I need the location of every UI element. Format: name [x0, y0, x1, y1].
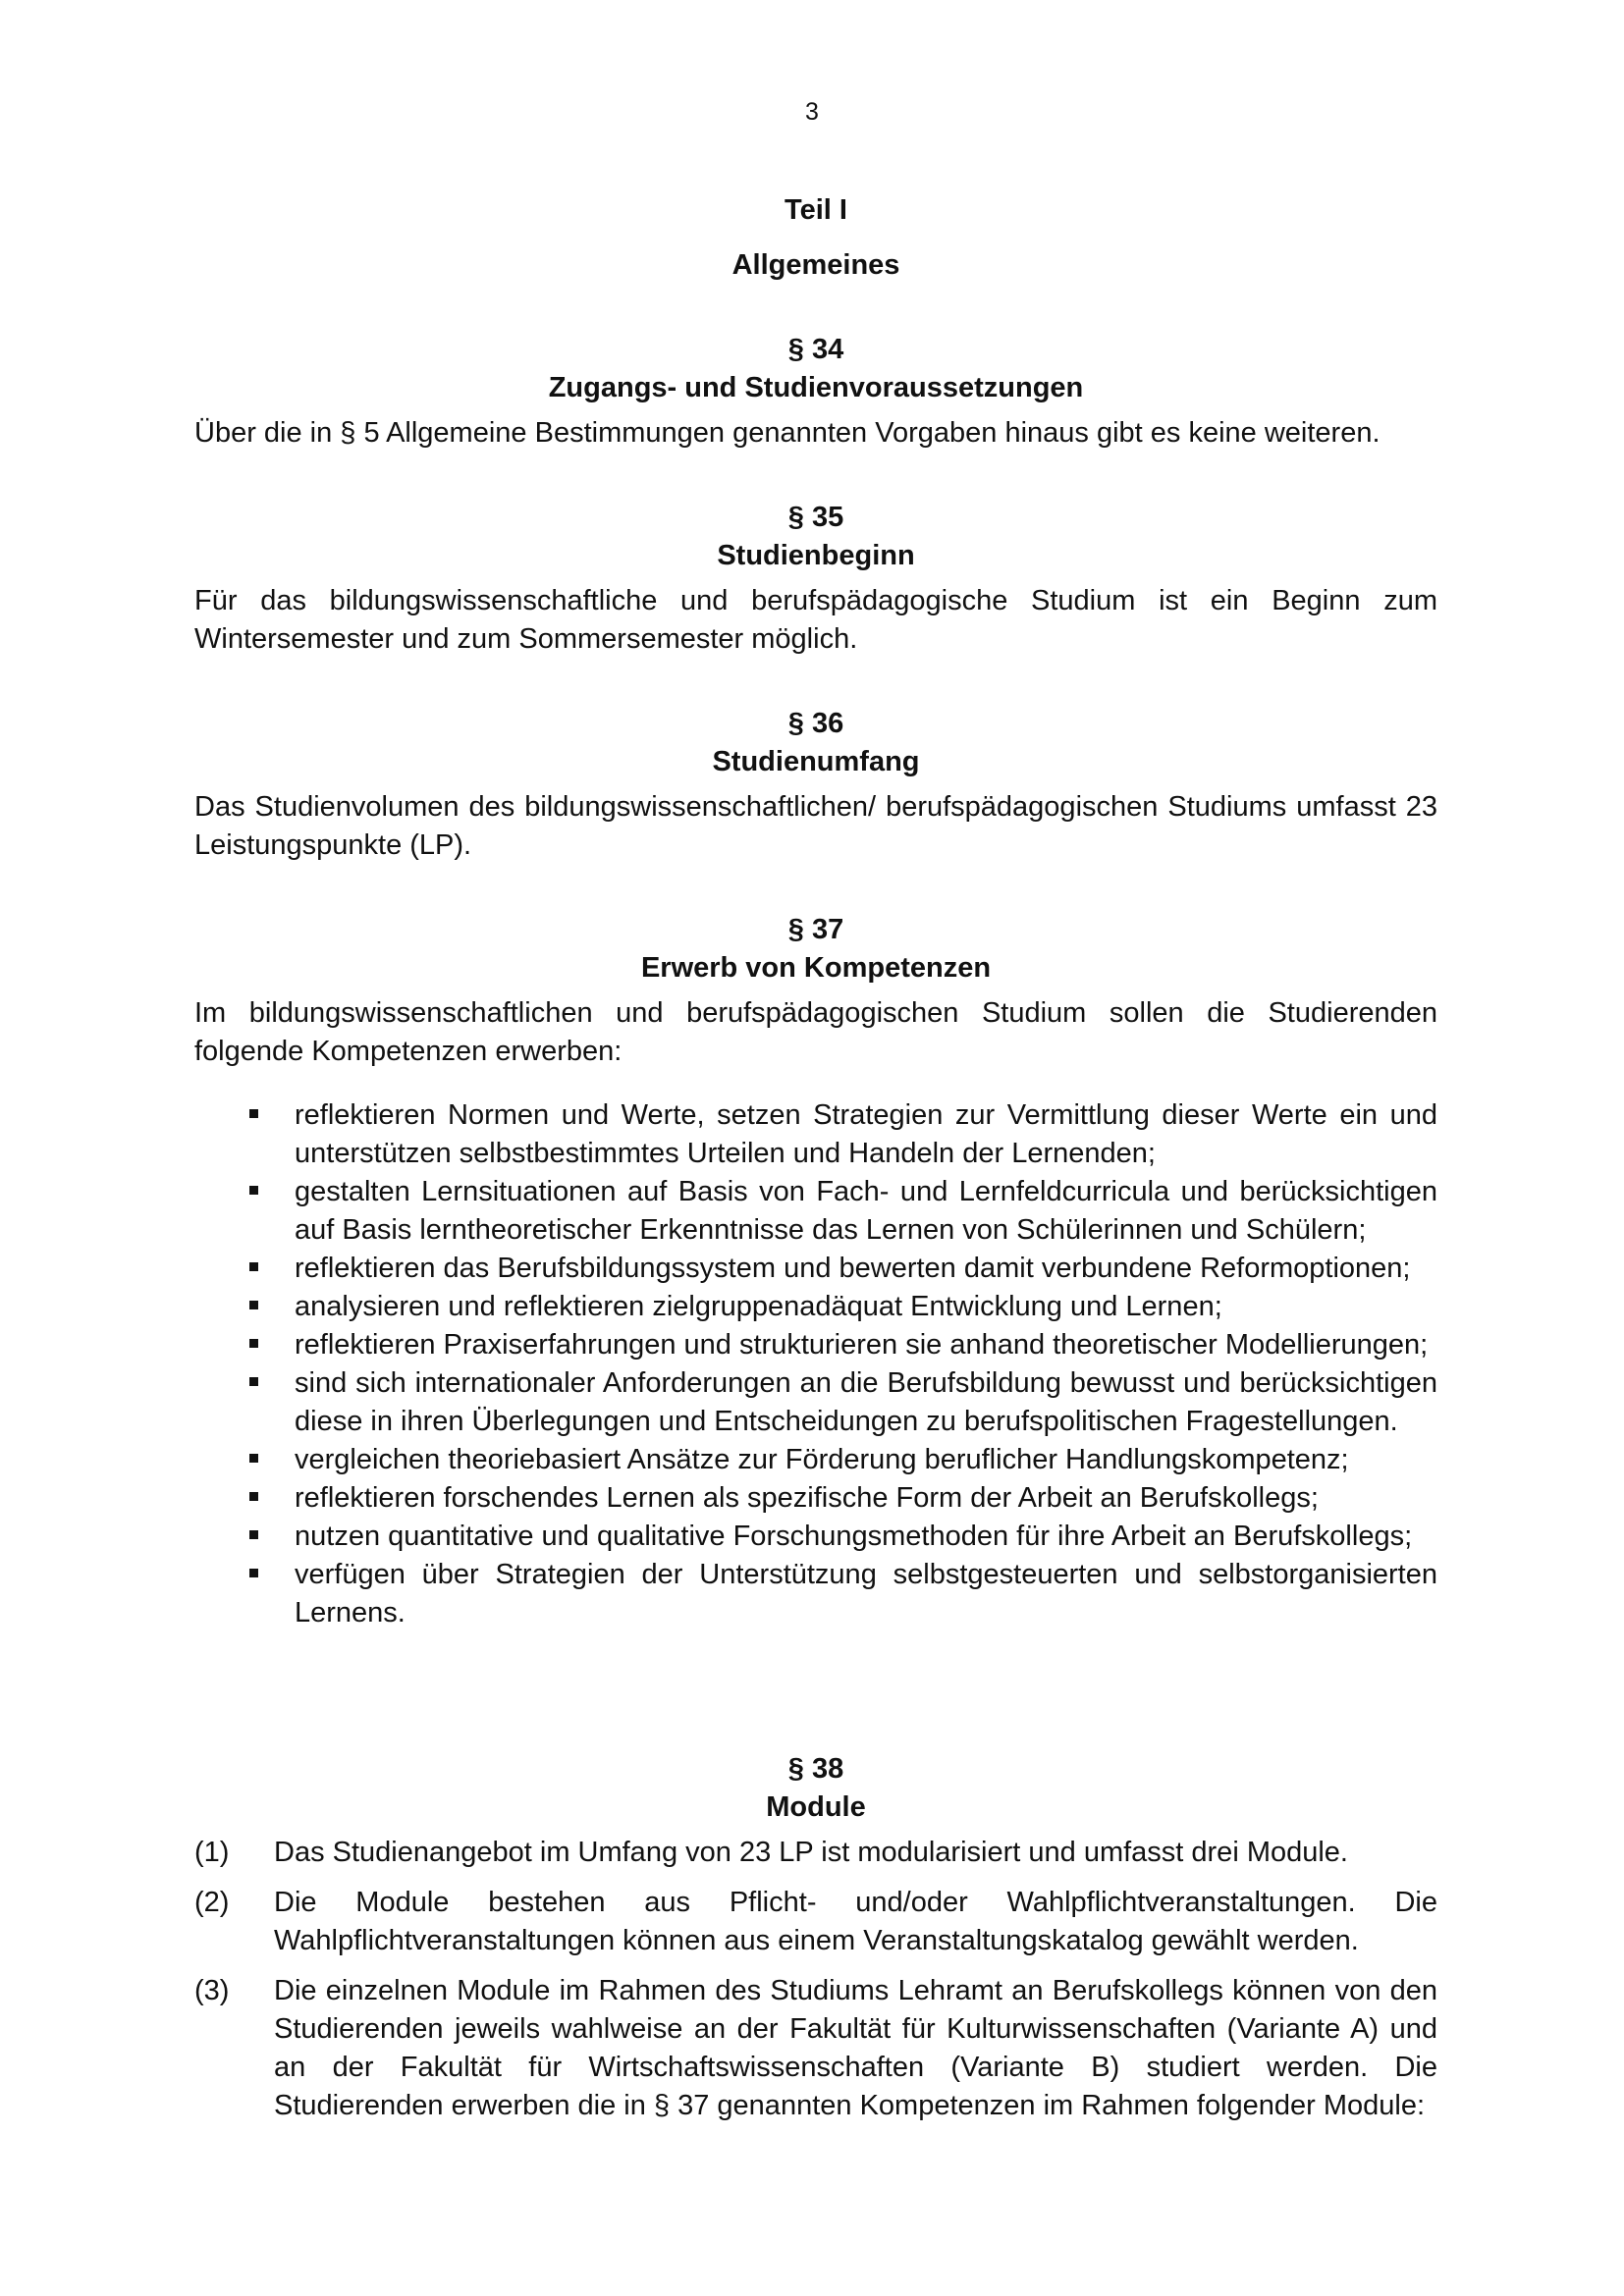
- part-label: Teil I: [785, 194, 847, 226]
- list-item: [194, 1326, 1437, 1364]
- list-item-text: gestalten Lernsituationen auf Basis von Fach- und Lernfeldcurricula und berücksichtigen auf Basis lerntheoretischer Erkenntnisse das Lernen von Schülerinnen und Schülern;: [295, 1176, 1437, 1246]
- list-item-text: reflektieren forschendes Lernen als spezifische Form der Arbeit an Berufskollegs;: [295, 1482, 1319, 1514]
- paragraph-number: (3): [194, 1975, 230, 2006]
- section-38: [194, 1750, 1437, 2125]
- numbered-paragraph: [194, 1834, 1437, 1872]
- square-bullet-icon: [249, 1454, 258, 1463]
- paragraph-number: (2): [194, 1887, 230, 1918]
- competence-list: [194, 1096, 1437, 1632]
- section-number: § 34: [787, 334, 844, 365]
- list-item-text: reflektieren Praxiserfahrungen und strukturieren sie anhand theoretischer Modellierungen;: [295, 1329, 1429, 1361]
- square-bullet-icon: [249, 1262, 258, 1271]
- list-item-text: nutzen quantitative und qualitative Forschungsmethoden für ihre Arbeit an Berufskollegs;: [295, 1521, 1413, 1552]
- section-title: Module: [766, 1791, 866, 1823]
- section-text: Das Studienvolumen des bildungswissenschaftlichen/ berufspädagogischen Studiums umfasst 23 Leistungspunkte (LP).: [194, 791, 1437, 861]
- list-item-text: sind sich internationaler Anforderungen an die Berufsbildung bewusst und berücksichtigen diese in ihren Überlegungen und Entscheidungen zu berufspolitischen Fragestellungen.: [295, 1367, 1437, 1437]
- section-36: [194, 705, 1437, 865]
- section-title: Zugangs- und Studienvoraussetzungen: [548, 372, 1084, 403]
- document-body: [194, 191, 1437, 2125]
- list-item: [194, 1250, 1437, 1288]
- section-text: Für das bildungswissenschaftliche und berufspädagogische Studium ist ein Beginn zum Wintersemester und zum Sommersemester möglich.: [194, 585, 1437, 655]
- square-bullet-icon: [249, 1339, 258, 1348]
- list-item: [194, 1556, 1437, 1632]
- paragraph-text: Das Studienangebot im Umfang von 23 LP ist modularisiert und umfasst drei Module.: [274, 1837, 1348, 1868]
- list-item-text: reflektieren Normen und Werte, setzen Strategien zur Vermittlung dieser Werte ein und unterstützen selbstbestimmtes Urteilen und Handeln der Lernenden;: [295, 1099, 1437, 1169]
- numbered-paragraph: [194, 1884, 1437, 1960]
- square-bullet-icon: [249, 1301, 258, 1309]
- list-item-text: vergleichen theoriebasiert Ansätze zur Förderung beruflicher Handlungskompetenz;: [295, 1444, 1349, 1475]
- list-item: [194, 1173, 1437, 1250]
- list-item: [194, 1364, 1437, 1441]
- square-bullet-icon: [249, 1377, 258, 1386]
- paragraph-text: Die Module bestehen aus Pflicht- und/oder Wahlpflichtveranstaltungen. Die Wahlpflichtveranstaltungen können aus einem Veranstaltungskatalog gewählt werden.: [274, 1887, 1437, 1956]
- list-item: [194, 1288, 1437, 1326]
- paragraph-text: Die einzelnen Module im Rahmen des Studiums Lehramt an Berufskollegs können von den Studierenden jeweils wahlweise an der Fakultät für Kulturwissenschaften (Variante A) und an der Fakultät für Wirtschaftswissenschaften (Variante B) studiert werden. Die Studierenden erwerben die in § 37 genannten Kompetenzen im Rahmen folgender Module:: [274, 1975, 1437, 2121]
- section-text: Über die in § 5 Allgemeine Bestimmungen genannten Vorgaben hinaus gibt es keine weiteren.: [194, 417, 1380, 449]
- section-37: [194, 911, 1437, 1632]
- list-item: [194, 1096, 1437, 1173]
- square-bullet-icon: [249, 1186, 258, 1195]
- square-bullet-icon: [249, 1569, 258, 1577]
- list-item: [194, 1441, 1437, 1479]
- list-item-text: verfügen über Strategien der Unterstützung selbstgesteuerten und selbstorganisierten Lernens.: [295, 1559, 1437, 1629]
- part-title: Allgemeines: [731, 249, 900, 281]
- section-34: [194, 331, 1437, 453]
- section-number: § 36: [787, 708, 844, 739]
- list-item: [194, 1518, 1437, 1556]
- square-bullet-icon: [249, 1109, 258, 1118]
- section-title: Erwerb von Kompetenzen: [640, 952, 992, 984]
- section-title: Studienumfang: [712, 746, 920, 777]
- section-text: Im bildungswissenschaftlichen und berufspädagogischen Studium sollen die Studierenden folgende Kompetenzen erwerben:: [194, 997, 1437, 1067]
- page-number: 3: [805, 98, 819, 126]
- square-bullet-icon: [249, 1530, 258, 1539]
- section-number: § 35: [787, 502, 844, 533]
- section-number: § 37: [787, 914, 844, 945]
- section-title: Studienbeginn: [717, 540, 915, 571]
- section-number: § 38: [787, 1753, 844, 1785]
- square-bullet-icon: [249, 1492, 258, 1501]
- list-item: [194, 1479, 1437, 1518]
- section-35: [194, 499, 1437, 659]
- list-item-text: reflektieren das Berufsbildungssystem und bewerten damit verbundene Reformoptionen;: [295, 1253, 1411, 1284]
- paragraph-number: (1): [194, 1837, 230, 1868]
- numbered-paragraph: [194, 1972, 1437, 2125]
- list-item-text: analysieren und reflektieren zielgruppenadäquat Entwicklung und Lernen;: [295, 1291, 1222, 1322]
